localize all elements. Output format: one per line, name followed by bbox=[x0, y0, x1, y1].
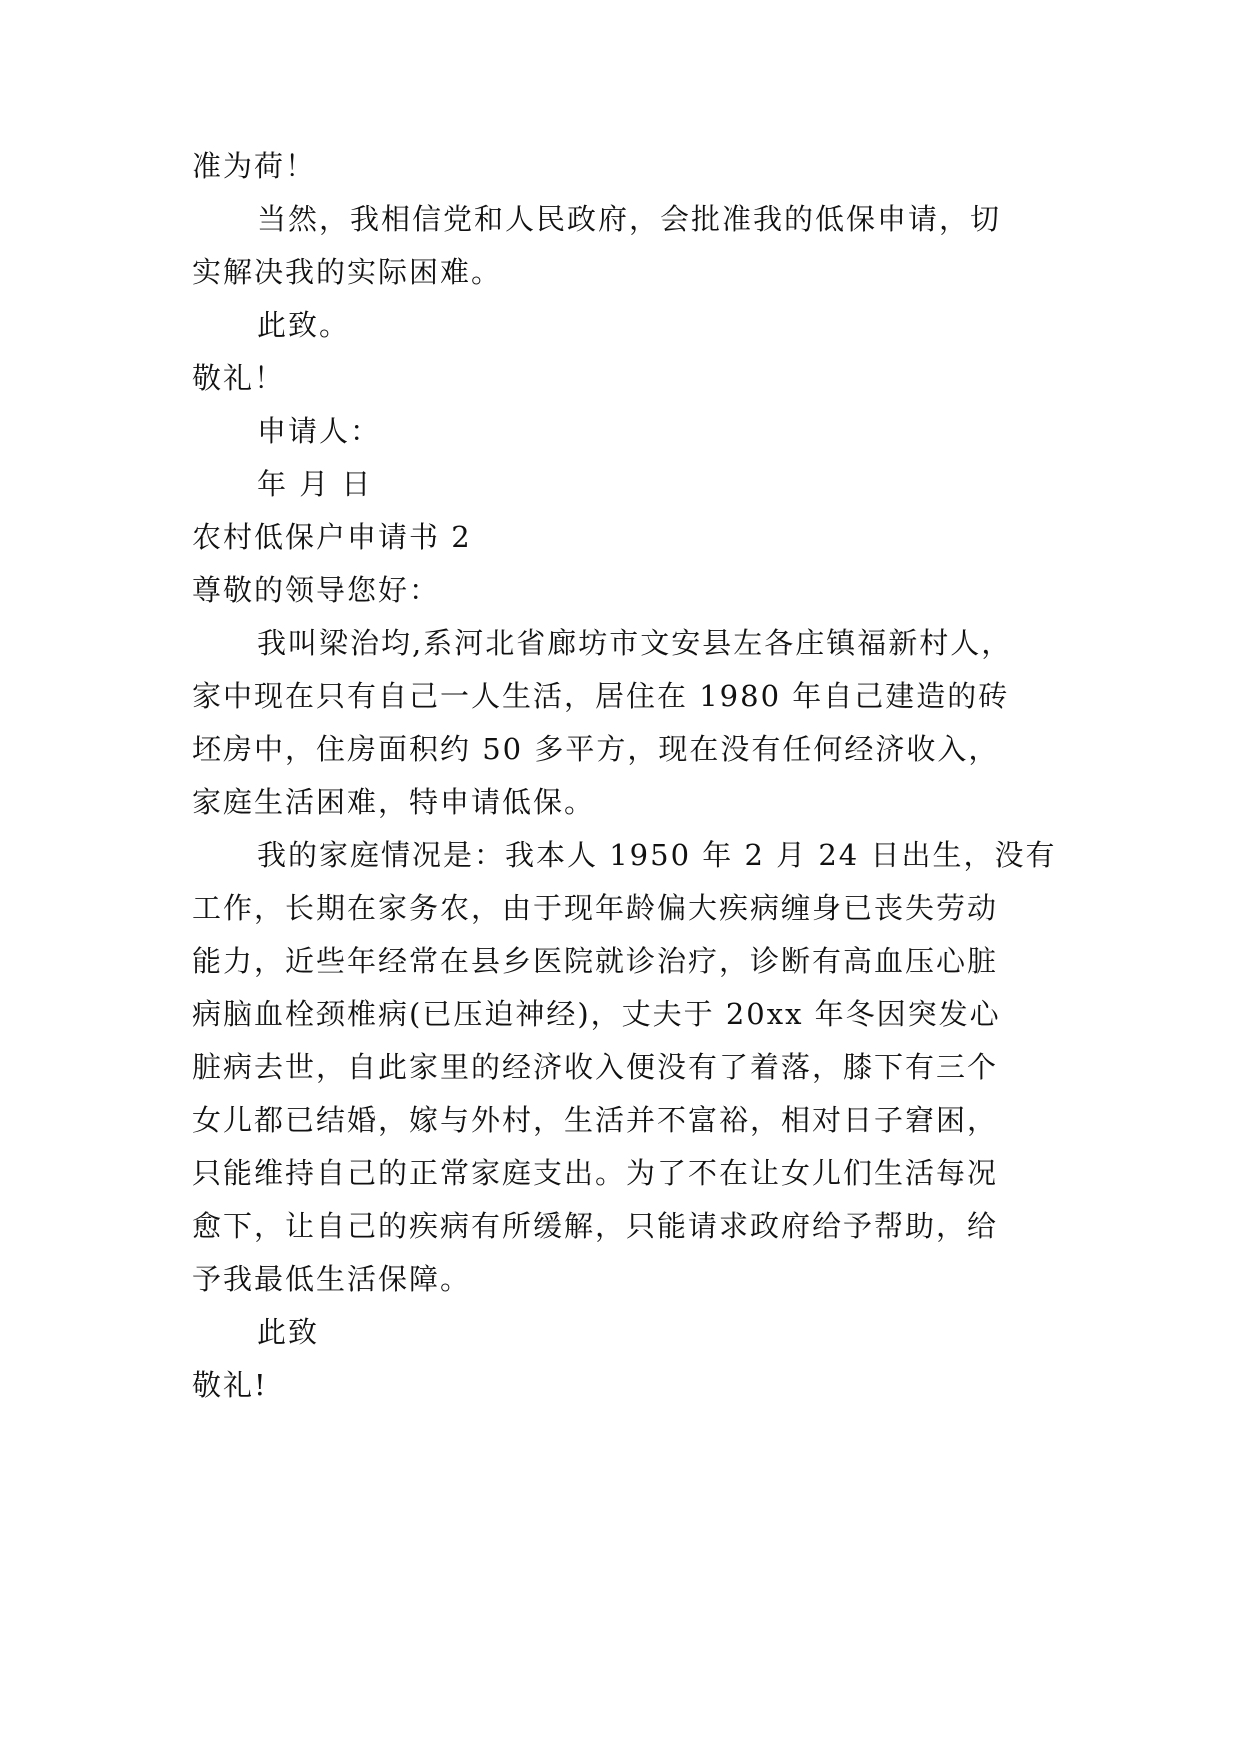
text-line-1: 准为荷！ bbox=[192, 149, 317, 183]
section-title: 农村低保户申请书 2 bbox=[192, 520, 472, 554]
closing-salute: 敬礼! bbox=[192, 1368, 268, 1402]
text-line-14: 我的家庭情况是：我本人 1950 年 2 月 24 日出生，没有 bbox=[257, 838, 1057, 872]
text-line-2: 当然，我相信党和人民政府，会批准我的低保申请，切 bbox=[257, 202, 1002, 236]
text-line-20: 只能维持自己的正常家庭支出。为了不在让女儿们生活每况 bbox=[192, 1156, 999, 1190]
text-line-21: 愈下，让自己的疾病有所缓解，只能请求政府给予帮助，给 bbox=[192, 1209, 999, 1243]
text-line-7: 年 月 日 bbox=[257, 467, 373, 501]
text-line-22: 予我最低生活保障。 bbox=[192, 1262, 472, 1296]
text-line-16: 能力，近些年经常在县乡医院就诊治疗，诊断有高血压心脏 bbox=[192, 944, 999, 978]
text-line-6: 申请人： bbox=[257, 414, 382, 448]
text-line-4: 此致。 bbox=[257, 308, 351, 342]
text-line-5: 敬礼！ bbox=[192, 361, 286, 395]
text-line-17: 病脑血栓颈椎病(已压迫神经)，丈夫于 20xx 年冬因突发心 bbox=[192, 997, 1001, 1031]
salutation: 尊敬的领导您好： bbox=[192, 573, 441, 607]
text-line-3: 实解决我的实际困难。 bbox=[192, 255, 503, 289]
text-line-15: 工作，长期在家务农，由于现年龄偏大疾病缠身已丧失劳动 bbox=[192, 891, 999, 925]
text-line-18: 脏病去世，自此家里的经济收入便没有了着落，膝下有三个 bbox=[192, 1050, 999, 1084]
text-line-19: 女儿都已结婚，嫁与外村，生活并不富裕，相对日子窘困， bbox=[192, 1103, 999, 1137]
text-line-11: 家中现在只有自己一人生活，居住在 1980 年自己建造的砖 bbox=[192, 679, 1010, 713]
closing-text: 此致 bbox=[257, 1315, 320, 1349]
text-line-13: 家庭生活困难，特申请低保。 bbox=[192, 785, 596, 819]
text-line-12: 坯房中，住房面积约 50 多平方，现在没有任何经济收入， bbox=[192, 732, 1000, 766]
text-line-10: 我叫梁治均,系河北省廊坊市文安县左各庄镇福新村人， bbox=[257, 626, 1013, 660]
